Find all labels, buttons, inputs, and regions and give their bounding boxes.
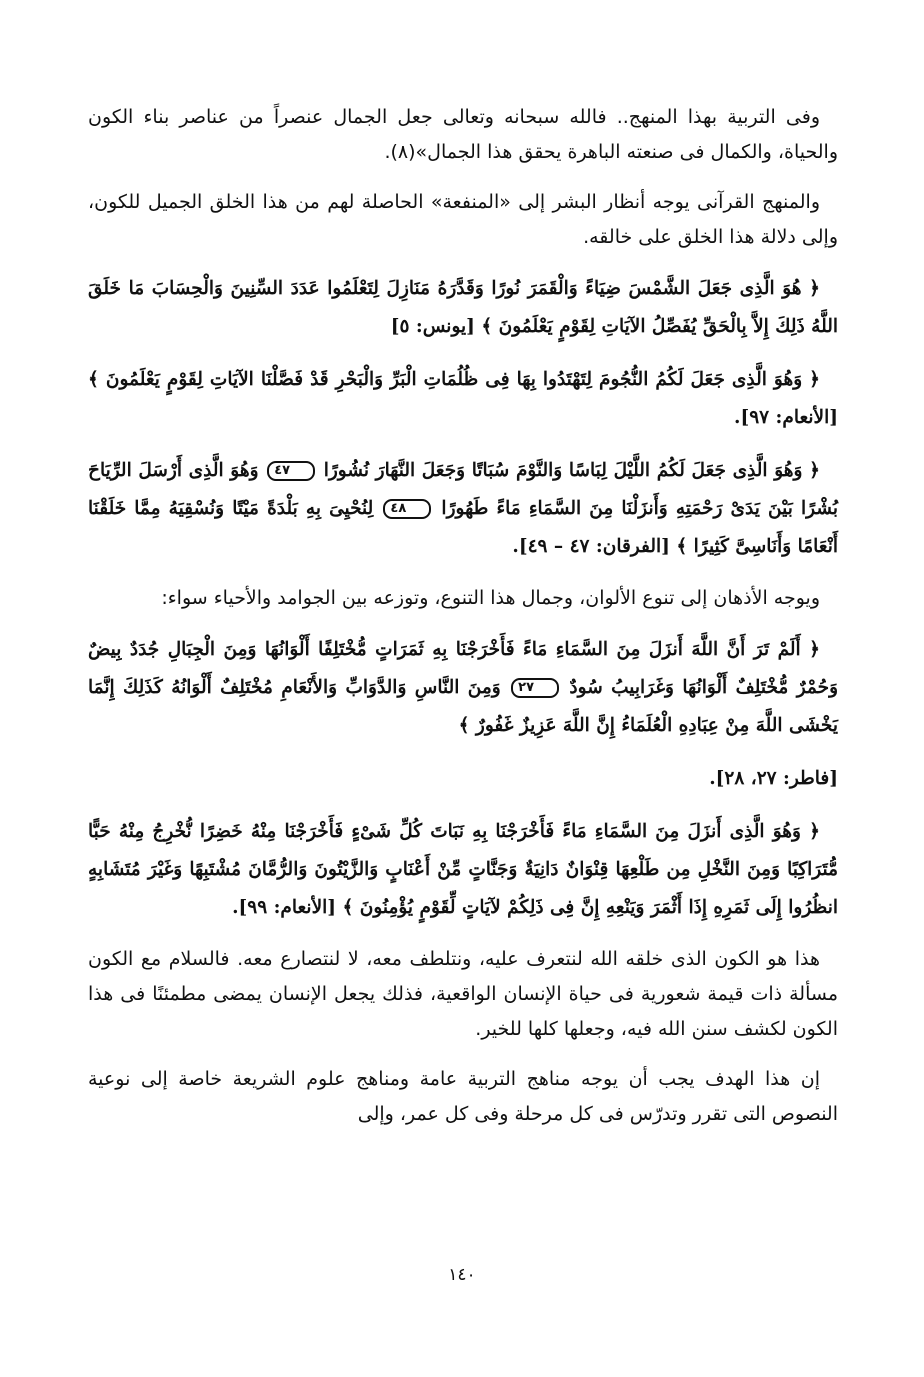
ayah-number-marker: ٤٧ xyxy=(267,461,315,481)
paragraph-curriculum-goal: إن هذا الهدف يجب أن يوجه مناهج التربية عامة ومناهج علوم الشريعة خاصة إلى نوعية النصوص التى تقرر وتدرّس فى كل مرحلة وفى كل عمر، وإلى xyxy=(88,1068,838,1125)
verse-segment: وَهُوَ الَّذِى أَرْسَلَ الرِّيَاحَ بُشْرًا بَيْنَ يَدَىْ رَحْمَتِهِ وَأَنزَلْنَا مِنَ السَّمَاءِ مَاءً طَهُورًا xyxy=(88,460,838,519)
ayah-number-marker: ٢٧ xyxy=(511,678,559,698)
verse-anam-99: ﴿ وَهُوَ الَّذِى أَنزَلَ مِنَ السَّمَاءِ مَاءً فَأَخْرَجْنَا بِهِ نَبَاتَ كُلِّ شَىْءٍ فَأَخْرَجْنَا مِنْهُ خَضِرًا نُّخْرِجُ مِنْهُ حَبًّا مُّتَرَاكِبًا وَمِنَ النَّخْلِ مِن طَلْعِهَا قِنْوَانٌ دَانِيَةٌ وَجَنَّاتٍ مِّنْ أَعْنَابٍ وَالزَّيْتُونَ وَالرُّمَّانَ مُشْتَبِهًا وَغَيْرَ مُتَشَابِهٍ انظُرُوا إِلَى ثَمَرِهِ إِذَا أَثْمَرَ وَيَنْعِهِ إِنَّ فِى ذَلِكُمْ لآيَاتٍ لِّقَوْمٍ يُؤْمِنُونَ ﴾ [الأنعام: ٩٩]. xyxy=(88,821,838,918)
verse-citation-fatir: [فاطر: ٢٧، ٢٨]. xyxy=(709,768,838,789)
page-number: ١٤٠ xyxy=(448,1265,476,1285)
paragraph-quranic-method: والمنهج القرآنى يوجه أنظار البشر إلى «المنفعة» الحاصلة لهم من هذا الخلق الجميل للكون، وإلى دلالة هذا الخلق على خالقه. xyxy=(88,191,838,248)
verse-segment: لِنُحْيِىَ بِهِ بَلْدَةً مَيْتًا وَنُسْقِيَهُ مِمَّا خَلَقْنَا أَنْعَامًا وَأَنَاسِىَّ كَثِيرًا ﴾ [الفرقان: ٤٧ – ٤٩]. xyxy=(88,498,838,557)
paragraph-colors: ويوجه الأذهان إلى تنوع الألوان، وجمال هذا التنوع، وتوزعه بين الجوامد والأحياء سواء: xyxy=(161,587,820,609)
verse-furqan-47-49 xyxy=(88,452,838,566)
verse-segment: ﴿ أَلَمْ تَرَ أَنَّ اللَّهَ أَنزَلَ مِنَ السَّمَاءِ مَاءً فَأَخْرَجْنَا بِهِ ثَمَرَاتٍ مُّخْتَلِفًا أَلْوَانُهَا وَمِنَ الْجِبَالِ جُدَدٌ بِيضٌ وَحُمْرٌ مُّخْتَلِفٌ أَلْوَانُهَا وَغَرَابِيبُ سُودٌ xyxy=(88,639,838,698)
paragraph-peace-with-universe: هذا هو الكون الذى خلقه الله لنتعرف عليه، ونتلطف معه، لا لنتصارع معه. فالسلام مع الكون مسألة ذات قيمة شعورية فى حياة الإنسان الواقعية، فذلك يجعل الإنسان يمضى مطمئنًا فى هذا الكون لكشف سنن الله فيه، وجعلها كلها للخير. xyxy=(88,948,838,1040)
verse-segment: ﴿ وَهُوَ الَّذِى جَعَلَ لَكُمُ اللَّيْلَ لِبَاسًا وَالنَّوْمَ سُبَاتًا وَجَعَلَ النَّهَارَ نُشُورًا xyxy=(317,460,820,481)
verse-yunus-5: ﴿ هُوَ الَّذِى جَعَلَ الشَّمْسَ ضِيَاءً وَالْقَمَرَ نُورًا وَقَدَّرَهُ مَنَازِلَ لِتَعْلَمُوا عَدَدَ السِّنِينَ وَالْحِسَابَ مَا خَلَقَ اللَّهُ ذَلِكَ إِلاَّ بِالْحَقِّ يُفَصِّلُ الآيَاتِ لِقَوْمٍ يَعْلَمُونَ ﴾ [يونس: ٥] xyxy=(88,278,838,337)
verse-anam-97: ﴿ وَهُوَ الَّذِى جَعَلَ لَكُمُ النُّجُومَ لِتَهْتَدُوا بِهَا فِى ظُلُمَاتِ الْبَرِّ وَالْبَحْرِ قَدْ فَصَّلْنَا الآيَاتِ لِقَوْمٍ يَعْلَمُونَ ﴾ [الأنعام: ٩٧]. xyxy=(88,369,838,428)
paragraph-beauty-intro: وفى التربية بهذا المنهج.. فالله سبحانه وتعالى جعل الجمال عنصراً من عناصر بناء الكون والحياة، والكمال فى صنعته الباهرة يحقق هذا الجمال»(٨). xyxy=(88,106,838,163)
ayah-number-marker: ٤٨ xyxy=(383,499,431,519)
verse-fatir-27-28 xyxy=(88,631,838,745)
verse-segment: وَمِنَ النَّاسِ وَالدَّوَابِّ وَالأَنْعَامِ مُخْتَلِفٌ أَلْوَانُهُ كَذَلِكَ إِنَّمَا يَخْشَى اللَّهَ مِنْ عِبَادِهِ الْعُلَمَاءُ إِنَّ اللَّهَ عَزِيزٌ غَفُورٌ ﴾ xyxy=(88,677,838,736)
page-body xyxy=(88,100,838,1147)
